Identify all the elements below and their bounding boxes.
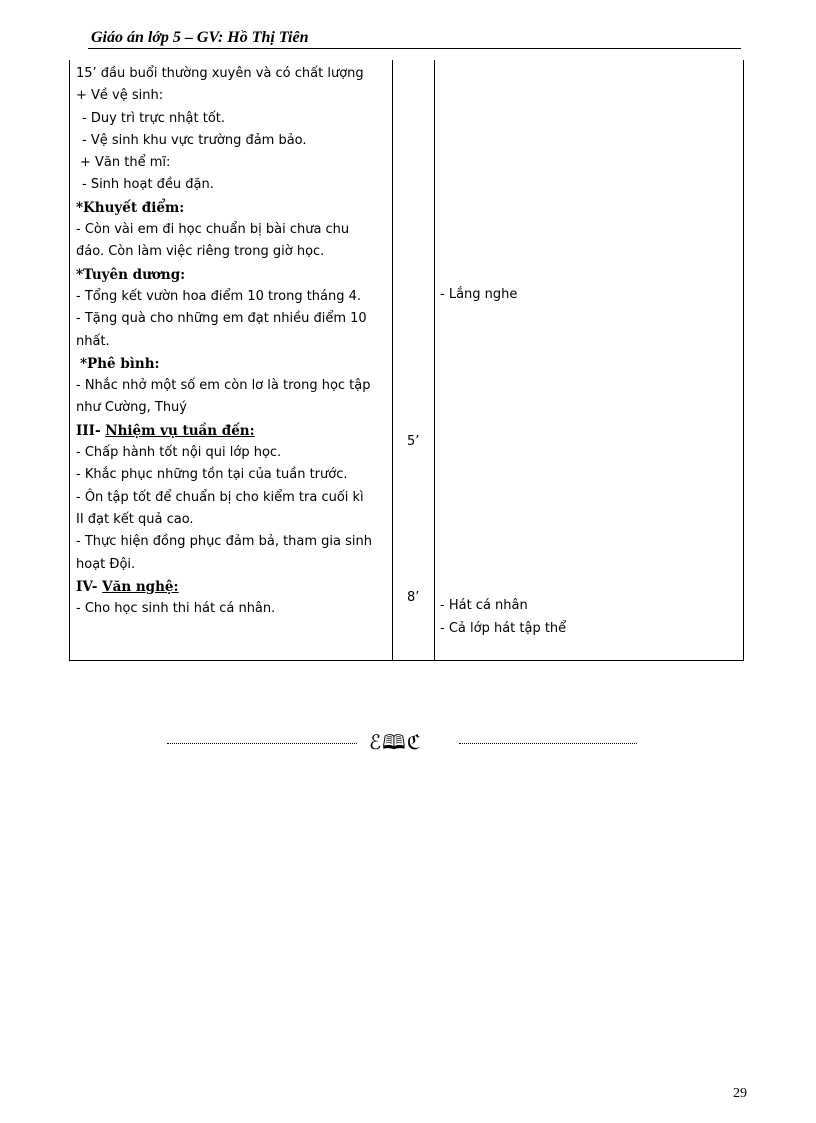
section-heading-van-nghe bbox=[76, 576, 386, 598]
content-line: - Ôn tập tốt để chuẩn bị cho kiểm tra cuối kì bbox=[76, 489, 364, 505]
content-line: - Vệ sinh khu vực trường đảm bảo. bbox=[82, 132, 307, 148]
content-line: như Cường, Thuý bbox=[76, 400, 187, 416]
content-column bbox=[76, 63, 386, 620]
section-title: Văn nghệ: bbox=[102, 578, 179, 595]
content-line: - Thực hiện đồng phục đảm bả, tham gia sinh bbox=[76, 534, 373, 550]
column-divider-1 bbox=[392, 60, 393, 660]
time-value: 8’ bbox=[407, 590, 420, 605]
time-value: 5’ bbox=[407, 434, 420, 449]
footer-dotted-line-left bbox=[167, 743, 357, 744]
book-ornament-icon: ℰ🕮ℭ bbox=[369, 730, 422, 754]
content-line: - Còn vài em đi học chuẩn bị bài chưa chu bbox=[76, 222, 350, 238]
activity-line: - Hát cá nhân bbox=[440, 598, 528, 613]
content-line: + Về vệ sinh: bbox=[76, 88, 164, 104]
content-line: đáo. Còn làm việc riêng trong giờ học. bbox=[76, 244, 325, 260]
content-line: - Chấp hành tốt nội qui lớp học. bbox=[76, 445, 282, 461]
content-line: - Cho học sinh thi hát cá nhân. bbox=[76, 601, 276, 617]
header-divider bbox=[88, 48, 741, 49]
activity-line: - Cả lớp hát tập thể bbox=[440, 621, 567, 636]
content-line: - Duy trì trực nhật tốt. bbox=[82, 110, 225, 126]
content-line: nhất. bbox=[76, 333, 110, 349]
column-divider-2 bbox=[434, 60, 435, 660]
content-line: 15’ đầu buổi thường xuyên và có chất lượng bbox=[76, 66, 364, 81]
section-number: IV- bbox=[76, 578, 103, 595]
content-line: - Sinh hoạt đều đặn. bbox=[82, 177, 214, 193]
activity-line: - Lắng nghe bbox=[440, 287, 518, 302]
section-number: III- bbox=[76, 422, 106, 439]
section-heading-khuyet-diem: *Khuyết điểm: bbox=[76, 199, 185, 216]
content-line: - Tổng kết vườn hoa điểm 10 trong tháng 4. bbox=[76, 288, 362, 304]
footer-dotted-line-right bbox=[459, 743, 637, 744]
content-line: hoạt Đội. bbox=[76, 556, 136, 572]
page-number: 29 bbox=[733, 1086, 747, 1101]
content-line: + Văn thể mĩ: bbox=[80, 155, 171, 171]
content-line: - Khắc phục những tồn tại của tuần trước. bbox=[76, 467, 348, 483]
page-header-title: Giáo án lớp 5 – GV: Hồ Thị Tiên bbox=[91, 29, 309, 46]
section-heading-tuyen-duong: *Tuyên dương: bbox=[76, 266, 186, 283]
lesson-table bbox=[69, 60, 744, 661]
content-line: - Nhắc nhở một số em còn lơ là trong học tập bbox=[76, 378, 371, 394]
content-line: - Tặng quà cho những em đạt nhiều điểm 10 bbox=[76, 311, 367, 327]
section-heading-phe-binh: *Phê bình: bbox=[80, 355, 160, 372]
section-title: Nhiệm vụ tuần đến: bbox=[105, 422, 255, 439]
section-heading-nhiem-vu bbox=[76, 420, 386, 442]
content-line: II đạt kết quả cao. bbox=[76, 511, 194, 527]
